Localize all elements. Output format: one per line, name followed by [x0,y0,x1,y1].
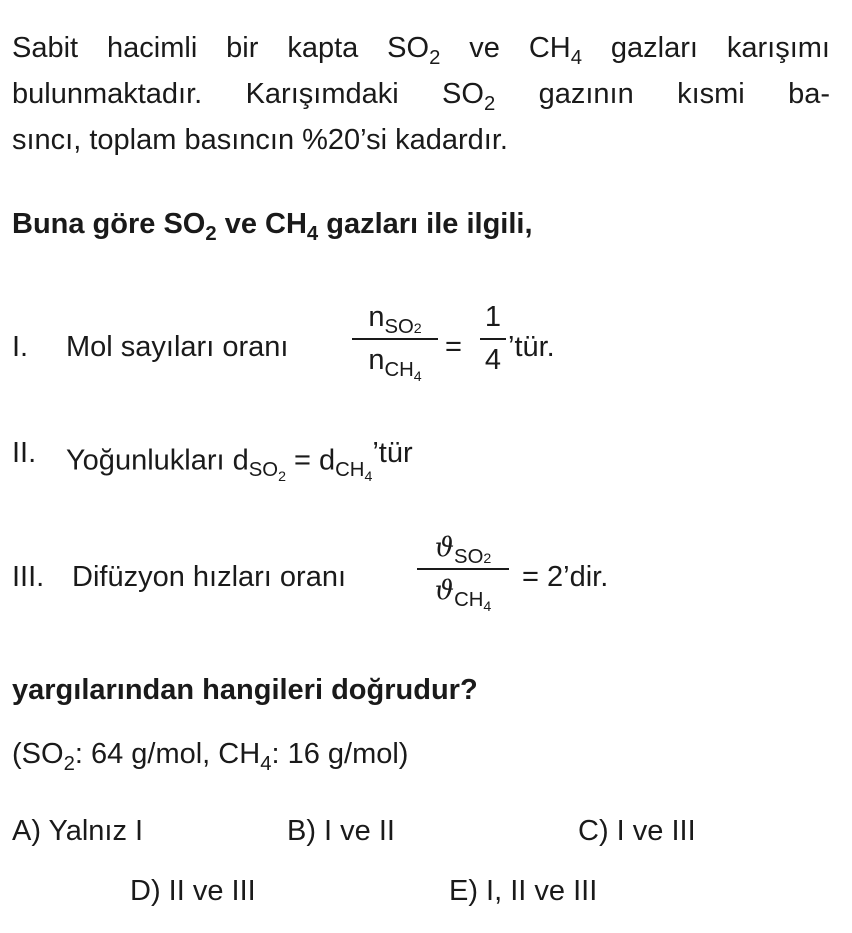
given-text: (SO [12,738,64,770]
symbol: ϑ [434,532,455,563]
equals-sign: = [445,331,462,363]
symbol: n [368,344,385,376]
choice-c[interactable]: C) I ve III [578,815,696,847]
statement-numeral: III. [12,561,45,593]
subscript [454,546,491,568]
question-prompt [12,208,533,246]
given-text: : 16 g/mol) [271,738,409,770]
subscript: 4 [483,599,492,616]
prompt-text: ve CH [216,208,307,240]
intro-text: bulunmaktadır. Karışımdaki SO [12,78,484,110]
intro-line-1 [12,32,830,78]
prompt-text: gazları ile ilgili, [318,208,533,240]
mol-ratio-fraction [352,301,438,386]
fraction-numerator [352,301,438,339]
subscript: CH [335,459,365,482]
choice-e[interactable]: E) I, II ve III [449,875,598,907]
fraction-numerator [417,532,509,569]
subscript [335,459,373,486]
symbol: n [368,301,385,333]
fraction-bar [417,568,509,570]
fraction-denominator [352,344,438,386]
subscript: 4 [413,369,422,386]
fraction-bar [480,338,506,340]
subscript: 2 [413,321,422,338]
fraction-denominator [417,575,509,616]
subscript: 4 [306,223,319,246]
intro-line-3 [12,124,830,170]
statement-suffix: = 2’dir. [522,561,609,593]
question-closing: yargılarından hangileri doğrudur? [12,674,478,706]
statement-text-part: Yoğunlukları d [66,444,249,477]
subscript: 2 [278,469,286,486]
subscript: SO [248,459,279,482]
statement-text: Mol sayıları oranı [66,331,289,363]
subscript: CH [384,359,414,382]
given-text: : 64 g/mol, CH [74,738,261,770]
statement-suffix: ’tür [372,437,413,469]
subscript: CH [454,589,484,612]
subscript: 2 [205,223,217,246]
symbol: ϑ [434,575,455,606]
given-molar-masses [12,738,409,776]
choice-b[interactable]: B) I ve II [287,815,395,847]
intro-text: ve CH [440,32,571,64]
subscript [454,589,492,616]
value-fraction [480,303,506,375]
fraction-denominator: 4 [484,344,502,376]
subscript: SO [454,546,484,569]
statement-text: Difüzyon hızları oranı [72,561,347,593]
intro-text: gazının kısmi ba- [495,78,831,110]
subscript: 4 [570,47,582,70]
fraction-bar [352,338,438,340]
subscript: 4 [260,753,272,776]
subscript: 2 [429,47,441,70]
subscript [248,459,286,486]
statement-text-part: = d [285,444,336,477]
subscript [384,316,421,338]
statement-numeral: I. [12,331,29,363]
question-intro [12,32,830,170]
subscript: 2 [483,551,492,568]
prompt-text: Buna göre SO [12,208,206,240]
statement-numeral: II. [12,437,37,469]
subscript: 2 [483,93,496,116]
intro-text: sıncı, toplam basıncın %20’si kadardır. [12,124,508,156]
intro-text: gazları karışımı [581,32,830,64]
choice-d[interactable]: D) II ve III [130,875,256,907]
choice-a[interactable]: A) Yalnız I [12,815,144,847]
fraction-numerator: 1 [484,301,502,333]
intro-text: Sabit hacimli bir kapta SO [12,32,430,64]
statement-suffix: ’tür. [508,331,555,363]
subscript: SO [384,316,414,339]
subscript: 2 [63,753,75,776]
statement-text [66,437,413,486]
intro-line-2 [12,78,830,124]
subscript: 4 [364,469,373,486]
subscript [384,359,422,386]
diffusion-ratio-fraction [417,532,509,616]
